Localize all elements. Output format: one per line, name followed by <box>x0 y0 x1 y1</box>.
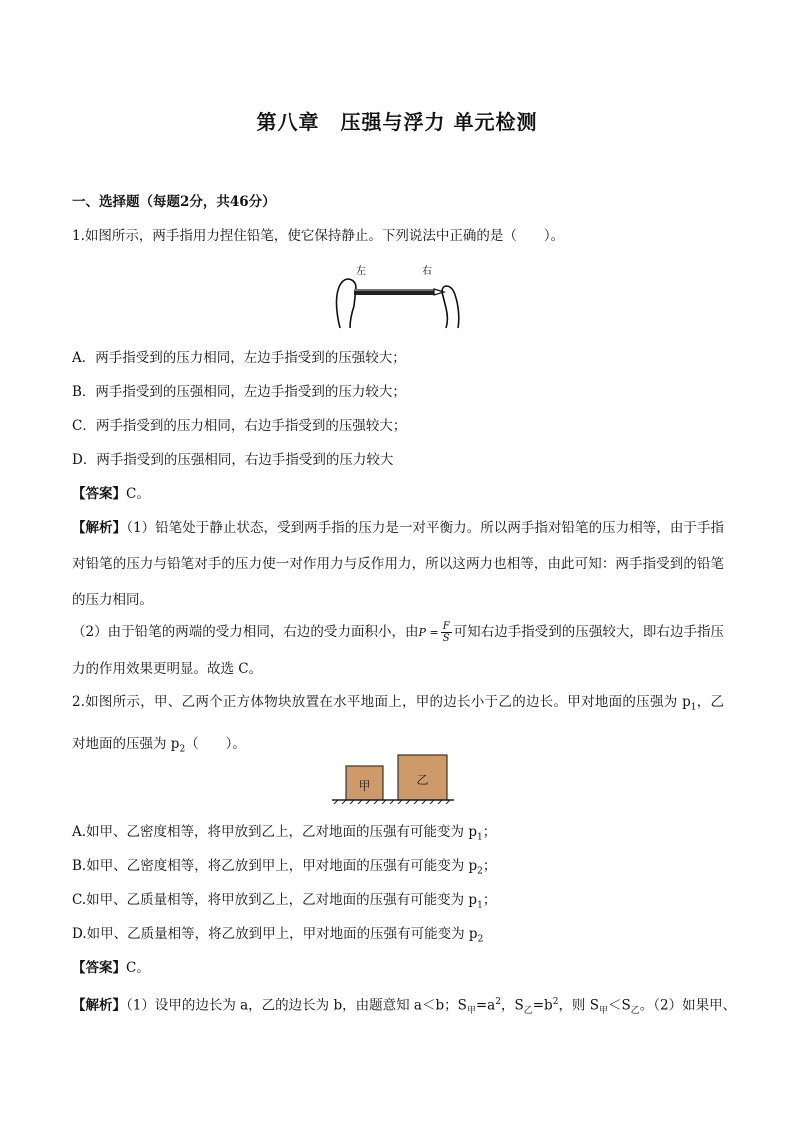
q1-stem: 1.如图所示，两手指用力捏住铅笔，使它保持静止。下列说法中正确的是（ ）。 <box>72 228 565 244</box>
answer-value: C。 <box>126 960 150 976</box>
option-text: A.如甲、乙密度相等，将甲放到乙上，乙对地面的压强有可能变为 p <box>72 824 477 840</box>
analysis-part: ＜S <box>608 997 631 1014</box>
formula-numerator: F <box>442 621 450 632</box>
cubes-figure <box>330 752 456 804</box>
answer-value: C。 <box>126 486 150 502</box>
q2-stem-part2: ，乙对地面的压强为 p <box>72 694 725 752</box>
q2-option-c <box>72 890 732 916</box>
q1-option-c: C．两手指受到的压力相同，右边手指受到的压强较大； <box>72 418 407 434</box>
analysis-part: =b <box>532 997 553 1014</box>
option-sub: 1 <box>476 832 483 843</box>
q1-option-b: B．两手指受到的压强相同，左边手指受到的压力较大； <box>72 384 406 400</box>
option-end: ； <box>482 858 497 874</box>
right-label: 右 <box>422 266 432 277</box>
small-cube-label: 甲 <box>358 779 371 793</box>
analysis-tag: 【解析】 <box>72 997 126 1014</box>
formula-lhs: P = <box>418 626 439 639</box>
q1-answer <box>72 484 732 504</box>
option-sub: 1 <box>477 900 483 911</box>
analysis-tag: 【解析】 <box>72 520 127 536</box>
sub-jia: 甲 <box>466 1006 476 1017</box>
large-cube-label: 乙 <box>416 773 429 787</box>
formula-denominator: S <box>442 633 450 644</box>
option-end: ； <box>482 892 497 908</box>
option-sub: 2 <box>477 866 483 877</box>
option-sub: 2 <box>477 934 484 945</box>
q2-sub1: 1 <box>690 702 697 713</box>
pencil-fingers-figure <box>330 262 465 330</box>
q2-analysis <box>72 992 737 1021</box>
q1-analysis-p2 <box>72 614 724 687</box>
analysis-part: （1）设甲的边长为 a，乙的边长为 b，由题意知 a＜b；S <box>126 997 467 1014</box>
analysis-part: 。（2）如果甲、 <box>639 997 737 1014</box>
answer-tag: 【答案】 <box>72 486 126 502</box>
q2-answer <box>72 958 732 978</box>
option-end: ； <box>482 824 497 840</box>
page-title: 第八章 压强与浮力 单元检测 <box>256 110 538 134</box>
option-text: B.如甲、乙密度相等，将乙放到甲上，甲对地面的压强有可能变为 p <box>72 858 478 874</box>
q2-stem-part1: 2.如图所示，甲、乙两个正方体物块放置在水平地面上，甲的边长小于乙的边长。甲对地面的压强为 p <box>72 694 691 710</box>
q2-option-b <box>72 856 732 882</box>
answer-tag: 【答案】 <box>72 960 126 976</box>
q2-stem-part3: （ ）。 <box>185 735 246 752</box>
section-heading: 一、选择题（每题2分，共46分） <box>72 194 276 210</box>
analysis-text-before: （2）由于铅笔的两端的受力相同，右边的受力面积小，由 <box>72 624 419 640</box>
q2-option-a <box>72 822 732 848</box>
sub-yi: 乙 <box>630 1006 640 1017</box>
analysis-part: ，则 S <box>558 997 599 1014</box>
q2-sub2: 2 <box>179 744 186 755</box>
option-text: C.如甲、乙质量相等，将甲放到乙上，乙对地面的压强有可能变为 p <box>72 892 478 908</box>
q1-option-d: D．两手指受到的压强相同，右边手指受到的压力较大 <box>72 452 394 468</box>
sup-2: 2 <box>495 997 501 1007</box>
q1-option-a: A．两手指受到的压力相同，左边手指受到的压强较大； <box>72 350 406 366</box>
left-finger-icon <box>337 279 357 328</box>
pressure-formula <box>441 621 452 644</box>
analysis-text: （1）铅笔处于静止状态，受到两手指的压力是一对平衡力。所以两手指对铅笔的压力相等，由于手指对铅笔的压力与铅笔对手的压力使一对作用力与反作用力，所以这两力也相等，由此可知：两手指受到的铅笔的压力相同。 <box>72 520 725 608</box>
analysis-part: ，S <box>500 997 524 1014</box>
q1-analysis-p1 <box>72 510 724 618</box>
q2-option-d <box>72 924 732 950</box>
sup-2: 2 <box>552 997 559 1007</box>
sub-jia: 甲 <box>598 1006 608 1017</box>
option-text: D.如甲、乙质量相等，将乙放到甲上，甲对地面的压强有可能变为 p <box>72 926 478 942</box>
analysis-text-after: 可知右边手指受到的压强较大，即右边手指压力的作用效果更明显。故选 C。 <box>72 624 724 677</box>
left-label: 左 <box>356 266 366 277</box>
sub-yi: 乙 <box>523 1006 533 1017</box>
analysis-part: =a <box>475 997 496 1014</box>
